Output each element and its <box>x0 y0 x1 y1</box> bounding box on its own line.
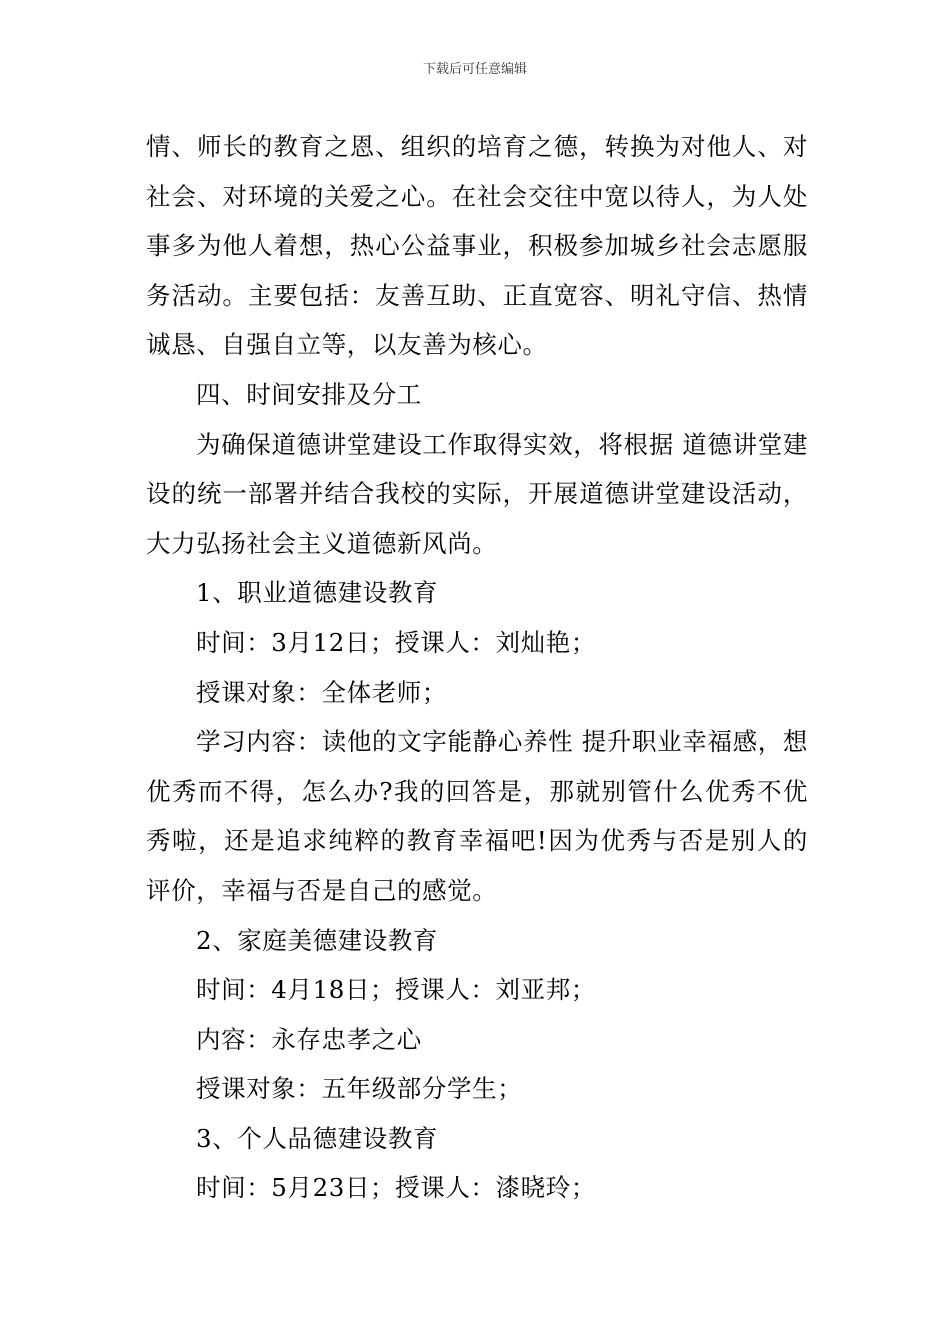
item-3-time: 时间：5月23日；授课人：漆晓玲； <box>196 1173 596 1203</box>
document-body <box>146 122 808 1213</box>
item-1-content: 学习内容：读他的文字能静心养性 提升职业幸福感，想优秀而不得，怎么办?我的回答是，那就别管什么优秀不优秀啦，还是追求纯粹的教育幸福吧!因为优秀与否是别人的评价，幸福与否是自己的感觉。 <box>146 727 808 905</box>
item-2-content: 内容：永存忠孝之心 <box>196 1024 422 1054</box>
paragraph-1: 情、师长的教育之恩、组织的培育之德，转换为对他人、对社会、对环境的关爱之心。在社会交往中宽以待人，为人处事多为他人着想，热心公益事业，积极参加城乡社会志愿服务活动。主要包括：友善互助、正直宽容、明礼守信、热情诚恳、自强自立等，以友善为核心。 <box>146 132 808 360</box>
item-1-time: 时间：3月12日；授课人：刘灿艳； <box>196 627 596 657</box>
section-heading-schedule: 四、时间安排及分工 <box>196 379 422 409</box>
item-2-time: 时间：4月18日；授课人：刘亚邦； <box>196 975 596 1005</box>
item-heading-1: 1、职业道德建设教育 <box>196 578 439 608</box>
item-heading-2: 2、家庭美德建设教育 <box>196 925 439 955</box>
paragraph-intro: 为确保道德讲堂建设工作取得实效，将根据 道德讲堂建设的统一部署并结合我校的实际，开展道德讲堂建设活动，大力弘扬社会主义道德新风尚。 <box>146 429 808 558</box>
page-header-note: 下载后可任意编辑 <box>422 62 527 77</box>
item-1-audience: 授课对象：全体老师； <box>196 677 447 707</box>
item-heading-3: 3、个人品德建设教育 <box>196 1123 439 1153</box>
item-2-audience: 授课对象：五年级部分学生； <box>196 1074 523 1104</box>
